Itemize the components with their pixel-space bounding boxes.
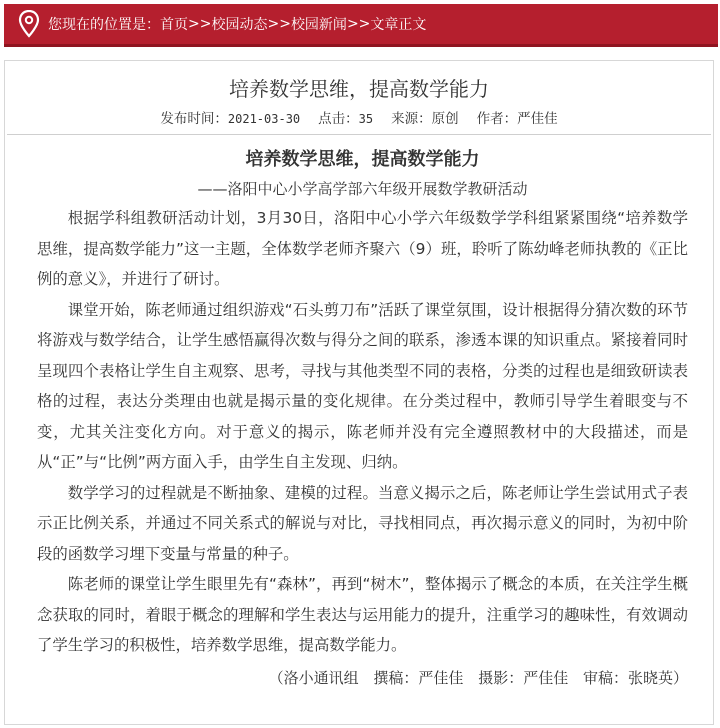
breadcrumb <box>48 14 426 34</box>
paragraph: 根据学科组教研活动计划，3月30日，洛阳中心小学六年级数学学科组紧紧围绕“培养数学思维，提高数学能力”这一主题，全体数学老师齐聚六（9）班，聆听了陈幼峰老师执教的《正比例的意义》，并进行了研讨。 <box>37 209 688 288</box>
article-title: 培养数学思维，提高数学能力 <box>229 77 489 101</box>
author-value: 严佳佳 <box>517 111 558 127</box>
paragraph: 课堂开始，陈老师通过组织游戏“石头剪刀布”活跃了课堂氛围，设计根据得分猜次数的环节将游戏与数学结合，让学生感悟赢得次数与得分之间的联系，渗透本课的知识重点。紧接着同时呈现四个表格让学生自主观察、思考，寻找与其他类型不同的表格，分类的过程也是细致研读表格的过程，表达分类理由也就是揭示量的变化规律。在分类过程中，教师引导学生着眼变与不变，尤其关注变化方向。对于意义的揭示，陈老师并没有完全遵照教材中的大段描述，而是从“正”与“比例”两方面入手，由学生自主发现、归纳。 <box>37 300 688 471</box>
clicks-label: 点击： <box>318 111 359 127</box>
breadcrumb-separator: >> <box>346 16 371 32</box>
content-title: 培养数学思维，提高数学能力 <box>245 149 480 170</box>
breadcrumb-current: 文章正文 <box>370 17 427 33</box>
location-pin-icon <box>18 10 40 38</box>
breadcrumb-separator: >> <box>267 16 291 32</box>
content-subtitle: ——洛阳中心小学高学部六年级开展数学教研活动 <box>197 180 528 198</box>
credit-writer: 撰稿：严佳佳 <box>373 668 464 687</box>
paragraph: 陈老师的课堂让学生眼里先有“森林”，再到“树木”，整体揭示了概念的本质，在关注学生概念获取的同时，着眼于概念的理解和学生表达与运用能力的提升，注重学习的趣味性，有效调动了学生学习的积极性，培养数学思维，提高数学能力。 <box>37 575 688 654</box>
article-content <box>37 145 688 693</box>
source-value: 原创 <box>431 111 459 127</box>
article-panel <box>4 60 714 725</box>
source-label: 来源： <box>391 111 432 127</box>
location-bar <box>4 4 718 47</box>
article-credit <box>37 663 688 694</box>
credit-reviewer: 审稿：张晓英） <box>582 668 688 687</box>
breadcrumb-separator: >> <box>188 16 212 32</box>
credit-photo: 摄影：严佳佳 <box>478 668 569 687</box>
breadcrumb-home-link[interactable]: 首页 <box>160 17 188 33</box>
breadcrumb-prefix: 您现在的位置是： <box>48 17 160 33</box>
clicks-count: 35 <box>358 112 374 126</box>
article-meta <box>5 107 713 127</box>
author-label: 作者： <box>476 111 518 127</box>
publish-label: 发布时间： <box>160 111 228 127</box>
breadcrumb-school-news-link[interactable]: 校园新闻 <box>290 17 347 33</box>
breadcrumb-campus-news-link[interactable]: 校园动态 <box>211 17 268 33</box>
title-divider <box>7 134 711 135</box>
publish-date: 2021-03-30 <box>227 112 301 126</box>
paragraph: 数学学习的过程就是不断抽象、建模的过程。当意义揭示之后，陈老师让学生尝试用式子表示正比例关系，并通过不同关系式的解说与对比，寻找相同点，再次揭示意义的同时，为初中阶段的函数学习埋下变量与常量的种子。 <box>37 483 688 563</box>
credit-org: （洛小通讯组 <box>268 668 359 687</box>
